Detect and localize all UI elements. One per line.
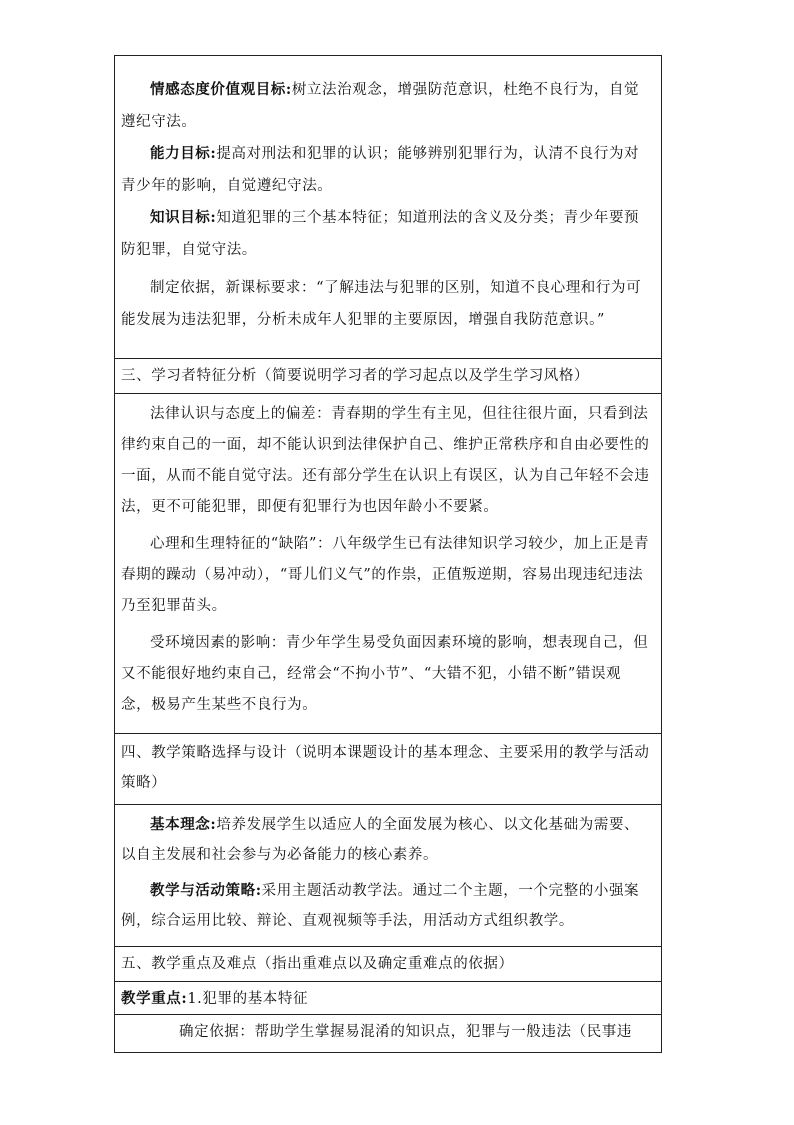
ability-goal-label: 能力目标:	[150, 145, 217, 162]
section5-heading-row	[115, 947, 662, 982]
lesson-plan-table	[114, 55, 662, 1053]
section4-body	[115, 805, 662, 947]
section3-body-row	[115, 394, 662, 734]
ability-goal-text: 提高对刑法和犯罪的认识；能够辨别犯罪行为，认清不良行为对青少年的影响，自觉遵纪守法。	[121, 146, 640, 194]
learner-attitude: 法律认识与态度上的偏差：青春期的学生有主见，但往往很片面，只看到法律约束自己的一面，却不能认识到法律保护自己、维护正常秩序和自由必要性的一面，从而不能自觉守法。还有部分学生在认识上有误区，认为自己年轻不会违法，更不可能犯罪，即便有犯罪行为也因年龄小不要紧。	[121, 406, 650, 515]
section5-heading: 五、教学重点及难点（指出重难点以及确定重难点的依据）	[115, 947, 662, 982]
knowledge-goal	[121, 202, 651, 266]
teaching-strategy	[121, 876, 651, 936]
teaching-strategy-label: 教学与活动策略:	[150, 882, 262, 899]
basic-concept-label: 基本理念:	[150, 816, 217, 833]
section3-body	[115, 394, 662, 734]
basic-concept-text: 培养发展学生以适应人的全面发展为核心、以文化基础为需要、以自主发展和社会参与为必备能力的核心素养。	[121, 817, 640, 863]
goals-row	[115, 56, 662, 359]
teaching-focus	[121, 984, 651, 1014]
emotion-goal	[121, 74, 651, 138]
goals-basis: 制定依据，新课标要求：“了解违法与犯罪的区别，知道不良心理和行为可能发展为违法犯罪，分析未成年人犯罪的主要原因，增强自我防范意识。”	[121, 280, 642, 328]
section3-heading: 三、学习者特征分析（简要说明学习者的学习起点以及学生学习风格）	[115, 359, 662, 394]
teaching-focus-text: 1.犯罪的基本特征	[187, 991, 309, 1007]
emotion-goal-text: 树立法治观念，增强防范意识，杜绝不良行为，自觉遵纪守法。	[121, 82, 640, 130]
emotion-goal-label: 情感态度价值观目标:	[150, 81, 292, 98]
focus-basis: 确定依据：帮助学生掌握易混淆的知识点，犯罪与一般违法（民事违	[115, 1014, 661, 1047]
ability-goal	[121, 138, 651, 202]
teaching-strategy-text: 采用主题活动教学法。通过二个主题，一个完整的小强案例，综合运用比较、辩论、直观视频等手法，用活动方式组织教学。	[121, 883, 640, 929]
basic-concept	[121, 810, 651, 870]
section4-heading: 四、教学策略选择与设计（说明本课题设计的基本理念、主要采用的教学与活动策略）	[115, 734, 662, 805]
section5-body-row	[115, 982, 662, 1053]
goals-cell	[115, 56, 662, 359]
section3-heading-row	[115, 359, 662, 394]
learner-psychology: 心理和生理特征的“缺陷”：八年级学生已有法律知识学习较少，加上正是青春期的躁动（易冲动），“哥儿们义气”的作祟，正值叛逆期，容易出现违纪违法乃至犯罪苗头。	[121, 536, 650, 614]
section5-body	[115, 982, 662, 1053]
teaching-focus-label: 教学重点:	[121, 990, 188, 1007]
section4-body-row	[115, 805, 662, 947]
section4-heading-row	[115, 734, 662, 805]
knowledge-goal-text: 知道犯罪的三个基本特征；知道刑法的含义及分类；青少年要预防犯罪，自觉守法。	[121, 210, 640, 258]
learner-environment: 受环境因素的影响：青少年学生易受负面因素环境的影响，想表现自己，但又不能很好地约束自己，经常会“不拘小节”、“大错不犯，小错不断”错误观念，极易产生某些不良行为。	[121, 635, 649, 713]
knowledge-goal-label: 知识目标:	[150, 209, 217, 226]
